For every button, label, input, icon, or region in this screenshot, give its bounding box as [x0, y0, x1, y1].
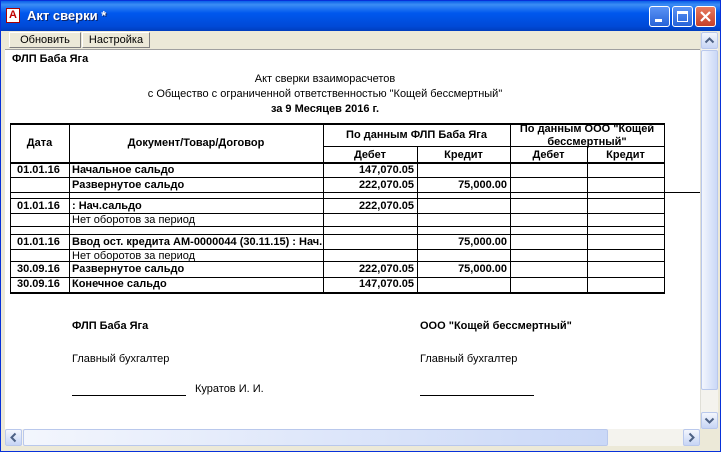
scroll-up-button[interactable]	[701, 32, 718, 49]
report-subtitle: с Общество с ограниченной ответственностью "Кощей бессмертный"	[147, 88, 503, 100]
arrow-up-icon	[702, 33, 717, 48]
row-date: 30.09.16	[17, 278, 60, 290]
row-debit: 222,070.05	[358, 263, 414, 275]
header-date: Дата	[26, 137, 53, 149]
maximize-button[interactable]	[672, 6, 693, 27]
row-debit: 222,070.05	[358, 200, 414, 212]
maximize-icon	[673, 7, 692, 26]
signature-left-company: ФЛП Баба Яга	[72, 320, 149, 332]
row-date: 01.01.16	[17, 164, 60, 176]
vertical-scrollbar[interactable]	[700, 32, 718, 429]
row-date: 30.09.16	[17, 263, 60, 275]
signature-left-line	[72, 395, 186, 396]
minimize-button[interactable]	[649, 6, 670, 27]
row-document: Развернутое сальдо	[72, 179, 185, 191]
arrow-left-icon	[6, 430, 21, 445]
company-name: ФЛП Баба Яга	[12, 53, 89, 65]
row-credit: 75,000.00	[458, 179, 507, 191]
row-document: Ввод ост. кредита АМ-0000044 (30.11.15) : Нач.	[72, 236, 322, 248]
report-period: за 9 Месяцев 2016 г.	[270, 103, 380, 115]
window-title: Акт сверки *	[27, 8, 107, 23]
signature-left-role: Главный бухгалтер	[72, 353, 170, 365]
scroll-down-button[interactable]	[701, 412, 718, 429]
row-document: Нет оборотов за период	[72, 214, 196, 226]
row-debit: 147,070.05	[358, 278, 414, 290]
row-date: 01.01.16	[17, 236, 60, 248]
toolbar	[5, 32, 716, 48]
scroll-left-button[interactable]	[5, 429, 22, 446]
horizontal-scroll-thumb[interactable]	[23, 429, 608, 446]
header-theirs-debit: Дебет	[532, 149, 565, 161]
header-theirs: По данным ООО "Кощей бессмертный"	[519, 123, 655, 148]
signature-right-line	[420, 395, 534, 396]
signature-left-name: Куратов И. И.	[195, 383, 264, 395]
acrobat-icon: A	[6, 8, 20, 23]
close-button[interactable]	[695, 6, 716, 27]
header-theirs-credit: Кредит	[606, 149, 645, 161]
row-credit: 75,000.00	[458, 263, 507, 275]
row-document: : Нач.сальдо	[72, 200, 142, 212]
header-ours-debit: Дебет	[353, 149, 387, 161]
row-debit: 222,070.05	[358, 179, 414, 191]
header-document: Документ/Товар/Договор	[127, 137, 265, 149]
arrow-down-icon	[702, 413, 717, 428]
report-title: Акт сверки взаиморасчетов	[254, 73, 396, 85]
row-debit: 147,070.05	[358, 164, 414, 176]
row-credit: 75,000.00	[458, 236, 507, 248]
signature-right-role: Главный бухгалтер	[420, 353, 518, 365]
row-document: Развернутое сальдо	[72, 263, 185, 275]
horizontal-scrollbar[interactable]	[5, 429, 700, 446]
report-document	[5, 49, 700, 430]
size-grip[interactable]	[700, 429, 717, 446]
close-icon	[696, 7, 715, 26]
arrow-right-icon	[684, 430, 699, 445]
row-date: 01.01.16	[17, 200, 60, 212]
signature-right-company: ООО "Кощей бессмертный"	[420, 320, 572, 332]
scroll-right-button[interactable]	[683, 429, 700, 446]
title-bar[interactable]	[1, 1, 720, 31]
row-document: Начальное сальдо	[72, 164, 175, 176]
header-ours: По данным ФЛП Баба Яга	[346, 129, 487, 141]
settings-button[interactable]: Настройка	[82, 32, 150, 48]
refresh-button[interactable]: Обновить	[9, 32, 81, 48]
vertical-scroll-thumb[interactable]	[701, 50, 718, 390]
row-document: Нет оборотов за период	[72, 250, 196, 262]
header-ours-credit: Кредит	[444, 149, 483, 161]
minimize-icon	[650, 7, 669, 26]
row-document: Конечное сальдо	[72, 278, 167, 290]
